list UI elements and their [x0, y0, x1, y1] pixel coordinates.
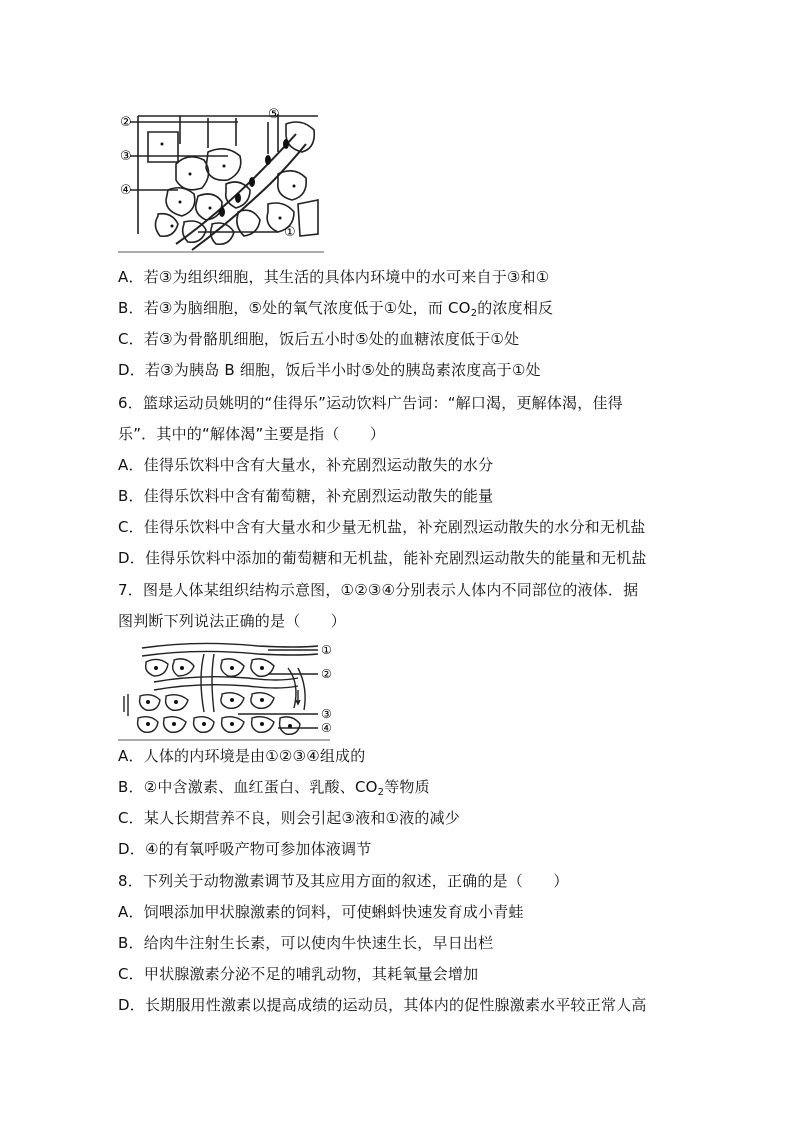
fig1-label: ⑤: [268, 107, 280, 122]
q5-option-d: D．若③为胰岛 B 细胞，饭后半小时⑤处的胰岛素浓度高于①处: [118, 361, 541, 379]
fig2-label: ③: [321, 707, 332, 721]
q6-option-c: C．佳得乐饮料中含有大量水和少量无机盐，补充剧烈运动散失的水分和无机盐: [118, 518, 646, 536]
q7-option-b: [118, 777, 430, 797]
q5-option-b-text-end: 的浓度相反: [477, 299, 554, 317]
q6-option-d: D．佳得乐饮料中添加的葡萄糖和无机盐，能补充剧烈运动散失的能量和无机盐: [118, 549, 647, 567]
q6-stem-line1: 6．篮球运动员姚明的“佳得乐”运动饮料广告词：“解口渴，更解体渴，佳得: [118, 394, 623, 412]
q5-option-b-text: B．若③为脑细胞，⑤处的氧气浓度低于①处，而 CO: [118, 299, 471, 317]
tissue-diagram-figure-2: [118, 638, 342, 742]
tissue-diagram-figure-1: [118, 104, 324, 254]
q7-option-b-text-end: 等物质: [384, 778, 430, 796]
q8-option-b: B．给肉牛注射生长素，可以使肉牛快速生长，早日出栏: [118, 934, 494, 952]
q6-option-a: A．佳得乐饮料中含有大量水，补充剧烈运动散失的水分: [118, 456, 494, 474]
q7-option-c: C．某人长期营养不良，则会引起③液和①液的减少: [118, 809, 460, 827]
q7-stem-line1: 7．图是人体某组织结构示意图，①②③④分别表示人体内不同部位的液体．据: [118, 581, 639, 599]
fig2-label: ②: [321, 667, 332, 681]
q8-option-d: D．长期服用性激素以提高成绩的运动员，其体内的促性腺激素水平较正常人高: [118, 996, 647, 1014]
q7-option-d: D．④的有氧呼吸产物可参加体液调节: [118, 840, 372, 858]
fig1-label: ④: [120, 183, 132, 198]
fig2-label: ①: [321, 643, 332, 657]
q7-option-a: A．人体的内环境是由①②③④组成的: [118, 747, 366, 765]
q8-stem: 8．下列关于动物激素调节及其应用方面的叙述，正确的是（ ）: [118, 872, 569, 890]
q5-option-c: C．若③为骨骼肌细胞，饭后五小时⑤处的血糖浓度低于①处: [118, 330, 520, 348]
q8-option-c: C．甲状腺激素分泌不足的哺乳动物，其耗氧量会增加: [118, 965, 479, 983]
q6-option-b: B．佳得乐饮料中含有葡萄糖，补充剧烈运动散失的能量: [118, 487, 494, 505]
q7-stem-line2: 图判断下列说法正确的是（ ）: [118, 612, 347, 630]
q5-option-a: A．若③为组织细胞，其生活的具体内环境中的水可来自于③和①: [118, 268, 550, 286]
subscript: 2: [377, 787, 385, 798]
q7-option-b-text: B．②中含激素、血红蛋白、乳酸、CO: [118, 778, 378, 796]
subscript: 2: [470, 308, 478, 319]
q5-option-b: [118, 298, 553, 318]
fig1-label: ①: [284, 225, 296, 240]
q6-stem-line2: 乐”．其中的“解体渴”主要是指（ ）: [118, 425, 386, 443]
fig1-label: ②: [120, 115, 132, 130]
fig1-label: ③: [120, 149, 132, 164]
q8-option-a: A．饲喂添加甲状腺激素的饲料，可使蝌蚪快速发育成小青蛙: [118, 903, 524, 921]
fig2-label: ④: [321, 721, 332, 735]
